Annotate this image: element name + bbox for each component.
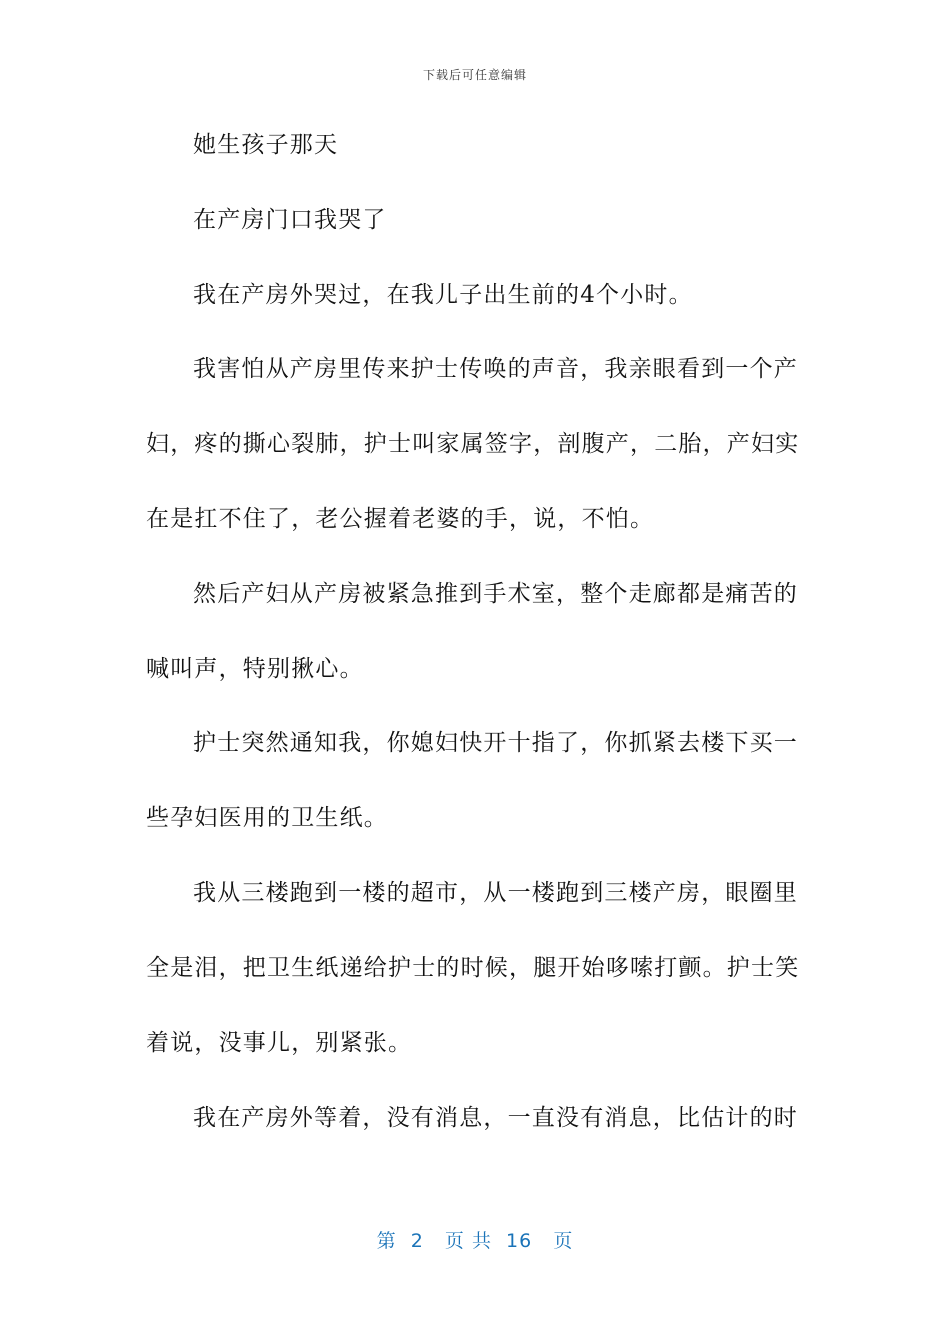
text-line: 在是扛不住了，老公握着老婆的手，说，不怕。 [146, 506, 655, 532]
text-line: 着说，没事儿，别紧张。 [146, 1030, 413, 1056]
text-line: 我从三楼跑到一楼的超市，从一楼跑到三楼产房，眼圈里 [193, 880, 798, 906]
text-line: 然后产妇从产房被紧急推到手术室，整个走廊都是痛苦的 [193, 581, 798, 607]
text-line: 喊叫声，特别揪心。 [146, 656, 364, 682]
text-line: 我在产房外哭过，在我儿子出生前的4个小时。 [193, 282, 693, 308]
text-line: 我害怕从产房里传来护士传唤的声音，我亲眼看到一个产 [193, 356, 798, 382]
text-line: 护士突然通知我，你媳妇快开十指了，你抓紧去楼下买一 [193, 730, 798, 756]
text-line: 妇，疼的撕心裂肺，护士叫家属签字，剖腹产，二胎，产妇实 [146, 431, 800, 457]
text-line: 她生孩子那天 [193, 132, 339, 158]
page-number: 第 2 页 共 16 页 [376, 1230, 574, 1252]
text-line: 在产房门口我哭了 [193, 207, 387, 233]
text-line: 我在产房外等着，没有消息，一直没有消息，比估计的时 [193, 1105, 798, 1131]
text-line: 些孕妇医用的卫生纸。 [146, 805, 388, 831]
text-line: 全是泪，把卫生纸递给护士的时候，腿开始哆嗦打颤。护士笑 [146, 955, 800, 981]
header-note: 下载后可任意编辑 [422, 68, 527, 82]
